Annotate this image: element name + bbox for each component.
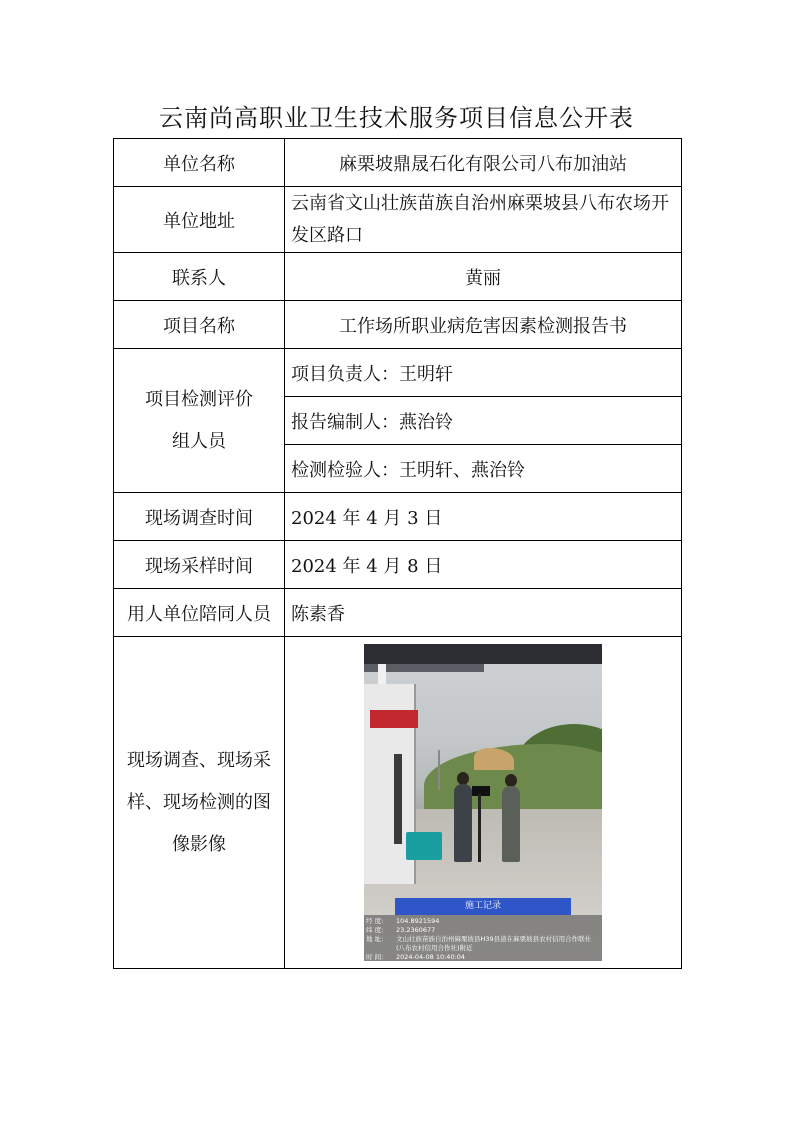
address-label: 地 址: [366, 935, 384, 943]
watermark-row [366, 953, 598, 961]
table-row [114, 589, 682, 637]
time-value: 2024-04-08 10:40:04 [396, 953, 466, 961]
photo-watermark [364, 898, 602, 961]
watermark-row [366, 935, 598, 953]
images-label-line3: 像影像 [172, 833, 226, 855]
project-name-label: 项目名称 [114, 301, 285, 349]
watermark-row [366, 926, 598, 935]
photo-canopy [364, 644, 602, 664]
table-row [114, 349, 682, 397]
contact-label: 联系人 [114, 253, 285, 301]
images-cell [285, 637, 682, 969]
table-row [114, 301, 682, 349]
images-label [114, 637, 285, 969]
longitude-value: 104.8921594 [396, 917, 440, 925]
time-label: 时 间: [366, 953, 384, 961]
table-row [114, 637, 682, 969]
sampling-time-label: 现场采样时间 [114, 541, 285, 589]
unit-name-value: 麻栗坡鼎晟石化有限公司八布加油站 [285, 139, 682, 187]
images-label-line2: 样、现场检测的图 [127, 791, 271, 813]
contact-value: 黄丽 [285, 253, 682, 301]
photo-hose [394, 754, 402, 844]
unit-address-value: 云南省文山壮族苗族自治州麻栗坡县八布农场开发区路口 [285, 187, 682, 253]
companion-label: 用人单位陪同人员 [114, 589, 285, 637]
photo-pump-sign [370, 710, 418, 728]
table-row [114, 139, 682, 187]
address-value: 文山壮族苗族自治州麻栗坡县H39县道在麻栗坡县农村信用合作联社(八布农村信用合作社)附近 [396, 935, 592, 952]
photo-pole [438, 750, 440, 790]
info-table [113, 138, 682, 969]
table-row [114, 253, 682, 301]
team-leader: 项目负责人：王明轩 [285, 349, 682, 397]
watermark-header: 施工记录 [395, 898, 571, 915]
page-title: 云南尚高职业卫生技术服务项目信息公开表 [159, 104, 634, 132]
watermark-row [366, 917, 598, 926]
watermark-body [364, 915, 602, 961]
survey-time-label: 现场调查时间 [114, 493, 285, 541]
photo-instrument [472, 786, 490, 796]
companion-value: 陈素香 [285, 589, 682, 637]
site-photo [364, 644, 602, 961]
team-label-line2: 组人员 [172, 430, 226, 452]
survey-time-value: 2024 年 4 月 3 日 [285, 493, 682, 541]
longitude-label: 经 度: [366, 917, 384, 925]
table-row [114, 541, 682, 589]
photo-tub [406, 832, 442, 860]
sampling-time-value: 2024 年 4 月 8 日 [285, 541, 682, 589]
unit-address-label: 单位地址 [114, 187, 285, 253]
table-row [114, 187, 682, 253]
images-label-line1: 现场调查、现场采 [127, 749, 271, 771]
photo-person [454, 784, 472, 862]
table-row [114, 493, 682, 541]
project-name-value: 工作场所职业病危害因素检测报告书 [285, 301, 682, 349]
team-label-line1: 项目检测评价 [145, 388, 253, 410]
unit-name-label: 单位名称 [114, 139, 285, 187]
latitude-label: 纬 度: [366, 926, 384, 934]
team-writer: 报告编制人：燕治铃 [285, 397, 682, 445]
latitude-value: 23.2360677 [396, 926, 436, 934]
photo-person [502, 786, 520, 862]
team-inspector: 检测检验人：王明轩、燕治铃 [285, 445, 682, 493]
photo-tripod [478, 794, 481, 862]
team-label [114, 349, 285, 493]
